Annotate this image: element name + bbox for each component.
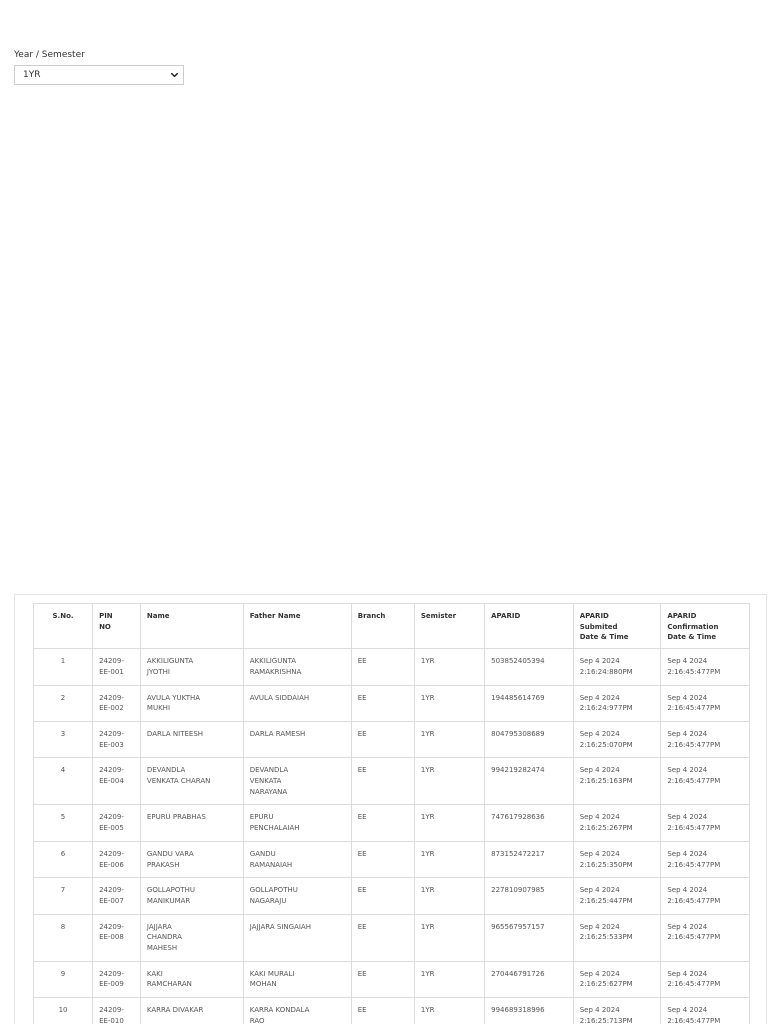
- cell-confirmation-date: Sep 4 2024 2:16:45:477PM: [661, 998, 750, 1024]
- cell-confirmation-date: Sep 4 2024 2:16:45:477PM: [661, 758, 750, 805]
- cell-branch: EE: [351, 961, 414, 997]
- cell-name: DEVANDLA VENKATA CHARAN: [140, 758, 243, 805]
- cell-semester: 1YR: [414, 721, 484, 757]
- cell-aparid: 965567957157: [485, 914, 574, 961]
- cell-father-name: KARRA KONDALA RAO: [243, 998, 351, 1024]
- cell-submitted-date: Sep 4 2024 2:16:25:533PM: [573, 914, 661, 961]
- cell-submitted-date: Sep 4 2024 2:16:24:977PM: [573, 685, 661, 721]
- cell-submitted-date: Sep 4 2024 2:16:25:350PM: [573, 841, 661, 877]
- cell-father-name: GOLLAPOTHU NAGARAJU: [243, 878, 351, 914]
- table-row: [34, 649, 750, 685]
- header-father-name: Father Name: [243, 604, 351, 649]
- cell-sno: 3: [34, 721, 93, 757]
- header-submitted-date: APARID Submited Date & Time: [573, 604, 661, 649]
- cell-name: DARLA NITEESH: [140, 721, 243, 757]
- cell-name: AVULA YUKTHA MUKHI: [140, 685, 243, 721]
- cell-confirmation-date: Sep 4 2024 2:16:45:477PM: [661, 805, 750, 841]
- cell-semester: 1YR: [414, 961, 484, 997]
- year-semester-label: Year / Semester: [14, 50, 85, 60]
- cell-confirmation-date: Sep 4 2024 2:16:45:477PM: [661, 685, 750, 721]
- cell-pin-no: 24209- EE-009: [93, 961, 141, 997]
- cell-branch: EE: [351, 649, 414, 685]
- cell-branch: EE: [351, 805, 414, 841]
- table-row: [34, 998, 750, 1024]
- cell-branch: EE: [351, 841, 414, 877]
- cell-submitted-date: Sep 4 2024 2:16:25:447PM: [573, 878, 661, 914]
- header-confirmation-date: APARID Confirmation Date & Time: [661, 604, 750, 649]
- cell-aparid: 503852405394: [485, 649, 574, 685]
- cell-submitted-date: Sep 4 2024 2:16:24:880PM: [573, 649, 661, 685]
- cell-sno: 7: [34, 878, 93, 914]
- cell-aparid: 227810907985: [485, 878, 574, 914]
- cell-father-name: EPURU PENCHALAIAH: [243, 805, 351, 841]
- cell-pin-no: 24209- EE-010: [93, 998, 141, 1024]
- table-row: [34, 685, 750, 721]
- cell-semester: 1YR: [414, 878, 484, 914]
- cell-sno: 8: [34, 914, 93, 961]
- cell-sno: 10: [34, 998, 93, 1024]
- cell-name: JAJJARA CHANDRA MAHESH: [140, 914, 243, 961]
- cell-father-name: JAJJARA SINGAIAH: [243, 914, 351, 961]
- cell-pin-no: 24209- EE-007: [93, 878, 141, 914]
- cell-sno: 5: [34, 805, 93, 841]
- cell-semester: 1YR: [414, 998, 484, 1024]
- cell-father-name: AKKILIGUNTA RAMAKRISHNA: [243, 649, 351, 685]
- year-semester-select[interactable]: [14, 65, 184, 85]
- cell-confirmation-date: Sep 4 2024 2:16:45:477PM: [661, 961, 750, 997]
- cell-aparid: 194485614769: [485, 685, 574, 721]
- cell-pin-no: 24209- EE-006: [93, 841, 141, 877]
- cell-submitted-date: Sep 4 2024 2:16:25:267PM: [573, 805, 661, 841]
- cell-father-name: AVULA SIDDAIAH: [243, 685, 351, 721]
- cell-submitted-date: Sep 4 2024 2:16:25:070PM: [573, 721, 661, 757]
- year-semester-filter: [14, 50, 184, 85]
- cell-pin-no: 24209- EE-004: [93, 758, 141, 805]
- table-row: [34, 878, 750, 914]
- cell-submitted-date: Sep 4 2024 2:16:25:163PM: [573, 758, 661, 805]
- cell-branch: EE: [351, 914, 414, 961]
- cell-branch: EE: [351, 685, 414, 721]
- cell-semester: 1YR: [414, 758, 484, 805]
- cell-sno: 6: [34, 841, 93, 877]
- year-semester-selected-value: 1YR: [23, 70, 41, 80]
- cell-name: AKKILIGUNTA JYOTHI: [140, 649, 243, 685]
- cell-sno: 1: [34, 649, 93, 685]
- cell-name: GOLLAPOTHU MANIKUMAR: [140, 878, 243, 914]
- cell-submitted-date: Sep 4 2024 2:16:25:627PM: [573, 961, 661, 997]
- cell-father-name: DARLA RAMESH: [243, 721, 351, 757]
- cell-semester: 1YR: [414, 649, 484, 685]
- cell-branch: EE: [351, 878, 414, 914]
- cell-semester: 1YR: [414, 914, 484, 961]
- cell-father-name: KAKI MURALI MOHAN: [243, 961, 351, 997]
- header-branch: Branch: [351, 604, 414, 649]
- cell-pin-no: 24209- EE-001: [93, 649, 141, 685]
- header-aparid: APARID: [485, 604, 574, 649]
- cell-father-name: GANDU RAMANAIAH: [243, 841, 351, 877]
- cell-pin-no: 24209- EE-005: [93, 805, 141, 841]
- cell-sno: 4: [34, 758, 93, 805]
- header-name: Name: [140, 604, 243, 649]
- cell-pin-no: 24209- EE-003: [93, 721, 141, 757]
- cell-pin-no: 24209- EE-008: [93, 914, 141, 961]
- table-header-row: [34, 604, 750, 649]
- cell-confirmation-date: Sep 4 2024 2:16:45:477PM: [661, 878, 750, 914]
- cell-submitted-date: Sep 4 2024 2:16:25:713PM: [573, 998, 661, 1024]
- table-row: [34, 805, 750, 841]
- cell-aparid: 747617928636: [485, 805, 574, 841]
- cell-sno: 2: [34, 685, 93, 721]
- header-sno: S.No.: [34, 604, 93, 649]
- cell-confirmation-date: Sep 4 2024 2:16:45:477PM: [661, 721, 750, 757]
- cell-confirmation-date: Sep 4 2024 2:16:45:477PM: [661, 914, 750, 961]
- cell-aparid: 994219282474: [485, 758, 574, 805]
- header-semester: Semister: [414, 604, 484, 649]
- cell-name: KARRA DIVAKAR: [140, 998, 243, 1024]
- cell-aparid: 994689318996: [485, 998, 574, 1024]
- cell-sno: 9: [34, 961, 93, 997]
- cell-aparid: 873152472217: [485, 841, 574, 877]
- table-row: [34, 721, 750, 757]
- results-panel: [14, 594, 767, 1024]
- aparid-table: [33, 603, 750, 1024]
- cell-pin-no: 24209- EE-002: [93, 685, 141, 721]
- table-row: [34, 961, 750, 997]
- cell-semester: 1YR: [414, 841, 484, 877]
- table-row: [34, 914, 750, 961]
- cell-confirmation-date: Sep 4 2024 2:16:45:477PM: [661, 841, 750, 877]
- cell-aparid: 270446791726: [485, 961, 574, 997]
- table-row: [34, 841, 750, 877]
- cell-branch: EE: [351, 998, 414, 1024]
- cell-branch: EE: [351, 721, 414, 757]
- cell-father-name: DEVANDLA VENKATA NARAYANA: [243, 758, 351, 805]
- cell-branch: EE: [351, 758, 414, 805]
- cell-aparid: 804795308689: [485, 721, 574, 757]
- cell-name: EPURU PRABHAS: [140, 805, 243, 841]
- header-pin-no: PIN NO: [93, 604, 141, 649]
- cell-semester: 1YR: [414, 805, 484, 841]
- cell-semester: 1YR: [414, 685, 484, 721]
- cell-confirmation-date: Sep 4 2024 2:16:45:477PM: [661, 649, 750, 685]
- table-row: [34, 758, 750, 805]
- cell-name: KAKI RAMCHARAN: [140, 961, 243, 997]
- cell-name: GANDU VARA PRAKASH: [140, 841, 243, 877]
- chevron-down-icon: [169, 69, 180, 81]
